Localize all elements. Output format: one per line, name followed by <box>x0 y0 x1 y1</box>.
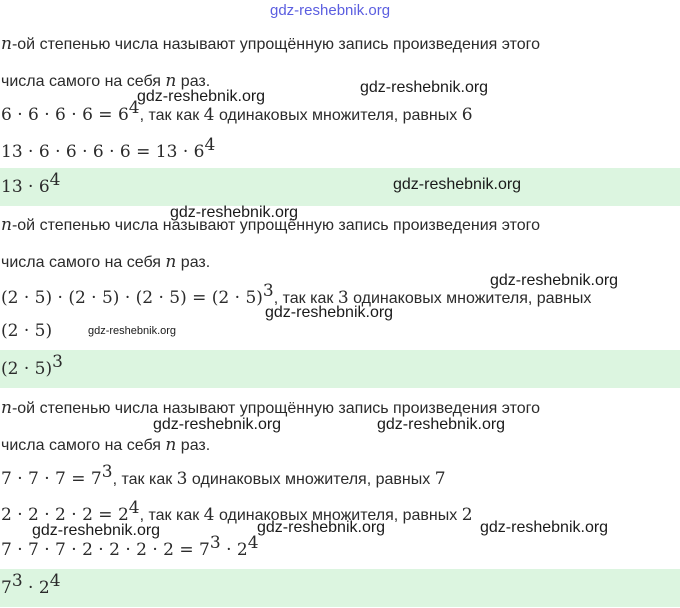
definition-text: раз. <box>176 73 211 90</box>
exponent: 4 <box>49 571 61 591</box>
explanation: одинаковых множителя, равных <box>214 507 462 524</box>
exponent: 3 <box>101 462 113 482</box>
answer: 7 <box>1 578 12 598</box>
equation: · 2 <box>220 540 248 560</box>
definition-text: числа самого на себя <box>1 254 166 271</box>
exponent: 4 <box>128 498 140 518</box>
equation-p1-2 <box>0 135 680 165</box>
answer: (2 · 5) <box>1 359 53 379</box>
equation-p1-1 <box>0 98 680 128</box>
answer-p1 <box>0 168 680 206</box>
watermark: gdz-reshebnik.org <box>153 416 282 433</box>
equation: 7 · 7 · 7 = 7 <box>1 469 102 489</box>
definition-text: -ой степенью числа называют упрощённую запись произведения этого <box>11 400 540 417</box>
exponent: 3 <box>262 281 274 301</box>
exponent: 3 <box>52 352 63 372</box>
watermark: gdz-reshebnik.org <box>137 88 266 105</box>
watermark: gdz-reshebnik.org <box>32 522 161 539</box>
watermark: gdz-reshebnik.org <box>170 204 299 221</box>
answer: 13 · 6 <box>1 177 50 197</box>
definition-text: раз. <box>176 254 211 271</box>
definition-text: -ой степенью числа называют упрощённую запись произведения этого <box>11 217 540 234</box>
explanation: , так как <box>112 471 177 488</box>
equation-p3-1 <box>0 462 680 492</box>
equation-p3-3 <box>0 533 680 563</box>
definition-line-1 <box>0 31 680 57</box>
factor: 7 <box>434 469 446 489</box>
watermark: gdz-reshebnik.org <box>377 416 506 433</box>
explanation: , так как <box>273 290 338 307</box>
watermark: gdz-reshebnik.org <box>257 519 386 536</box>
variable-n: n <box>1 398 12 418</box>
count: 4 <box>203 505 215 525</box>
definition-text: -ой степенью числа называют упрощённую запись произведения этого <box>11 36 540 53</box>
definition-text: числа самого на себя <box>1 73 166 90</box>
explanation: одинаковых множителя, равных <box>187 471 435 488</box>
exponent: 3 <box>11 571 23 591</box>
definition-line-1 <box>0 395 680 421</box>
explanation: одинаковых множителя, равных <box>214 107 462 124</box>
count: 3 <box>176 469 188 489</box>
variable-n: n <box>165 435 177 455</box>
definition-line-2 <box>0 432 680 458</box>
factor: 2 <box>461 505 473 525</box>
watermark: gdz-reshebnik.org <box>265 304 394 321</box>
definition-text: раз. <box>176 437 211 454</box>
factor: 6 <box>461 105 473 125</box>
watermark: gdz-reshebnik.org <box>393 176 522 193</box>
answer-p2 <box>0 350 680 388</box>
equation: 6 · 6 · 6 · 6 = 6 <box>1 105 129 125</box>
answer-p3 <box>0 569 680 607</box>
watermark-top: gdz-reshebnik.org <box>270 2 391 19</box>
definition-text: числа самого на себя <box>1 437 166 454</box>
watermark: gdz-reshebnik.org <box>480 519 609 536</box>
variable-n: n <box>165 71 177 91</box>
equation: 7 · 7 · 7 · 2 · 2 · 2 · 2 = 7 <box>1 540 210 560</box>
explanation: одинаковых множителя, равных <box>348 290 592 307</box>
variable-n: n <box>165 252 177 272</box>
answer: · 2 <box>22 578 50 598</box>
exponent: 4 <box>204 135 216 155</box>
equation: 2 · 2 · 2 · 2 = 2 <box>1 505 129 525</box>
factor: (2 · 5) <box>1 321 53 341</box>
variable-n: n <box>1 215 12 235</box>
exponent: 4 <box>49 170 61 190</box>
exponent: 4 <box>128 98 140 118</box>
equation: 13 · 6 · 6 · 6 · 6 = 13 · 6 <box>1 142 205 162</box>
exponent: 3 <box>209 533 221 553</box>
equation: (2 · 5) · (2 · 5) · (2 · 5) = (2 · 5) <box>1 288 263 308</box>
count: 3 <box>337 288 349 308</box>
explanation: , так как <box>139 107 204 124</box>
exponent: 4 <box>247 533 259 553</box>
watermark: gdz-reshebnik.org <box>360 79 489 96</box>
definition-line-2 <box>0 68 680 94</box>
watermark: gdz-reshebnik.org <box>88 325 177 337</box>
explanation: , так как <box>139 507 204 524</box>
watermark: gdz-reshebnik.org <box>490 272 619 289</box>
variable-n: n <box>1 34 12 54</box>
definition-line-1 <box>0 212 680 238</box>
count: 4 <box>203 105 215 125</box>
